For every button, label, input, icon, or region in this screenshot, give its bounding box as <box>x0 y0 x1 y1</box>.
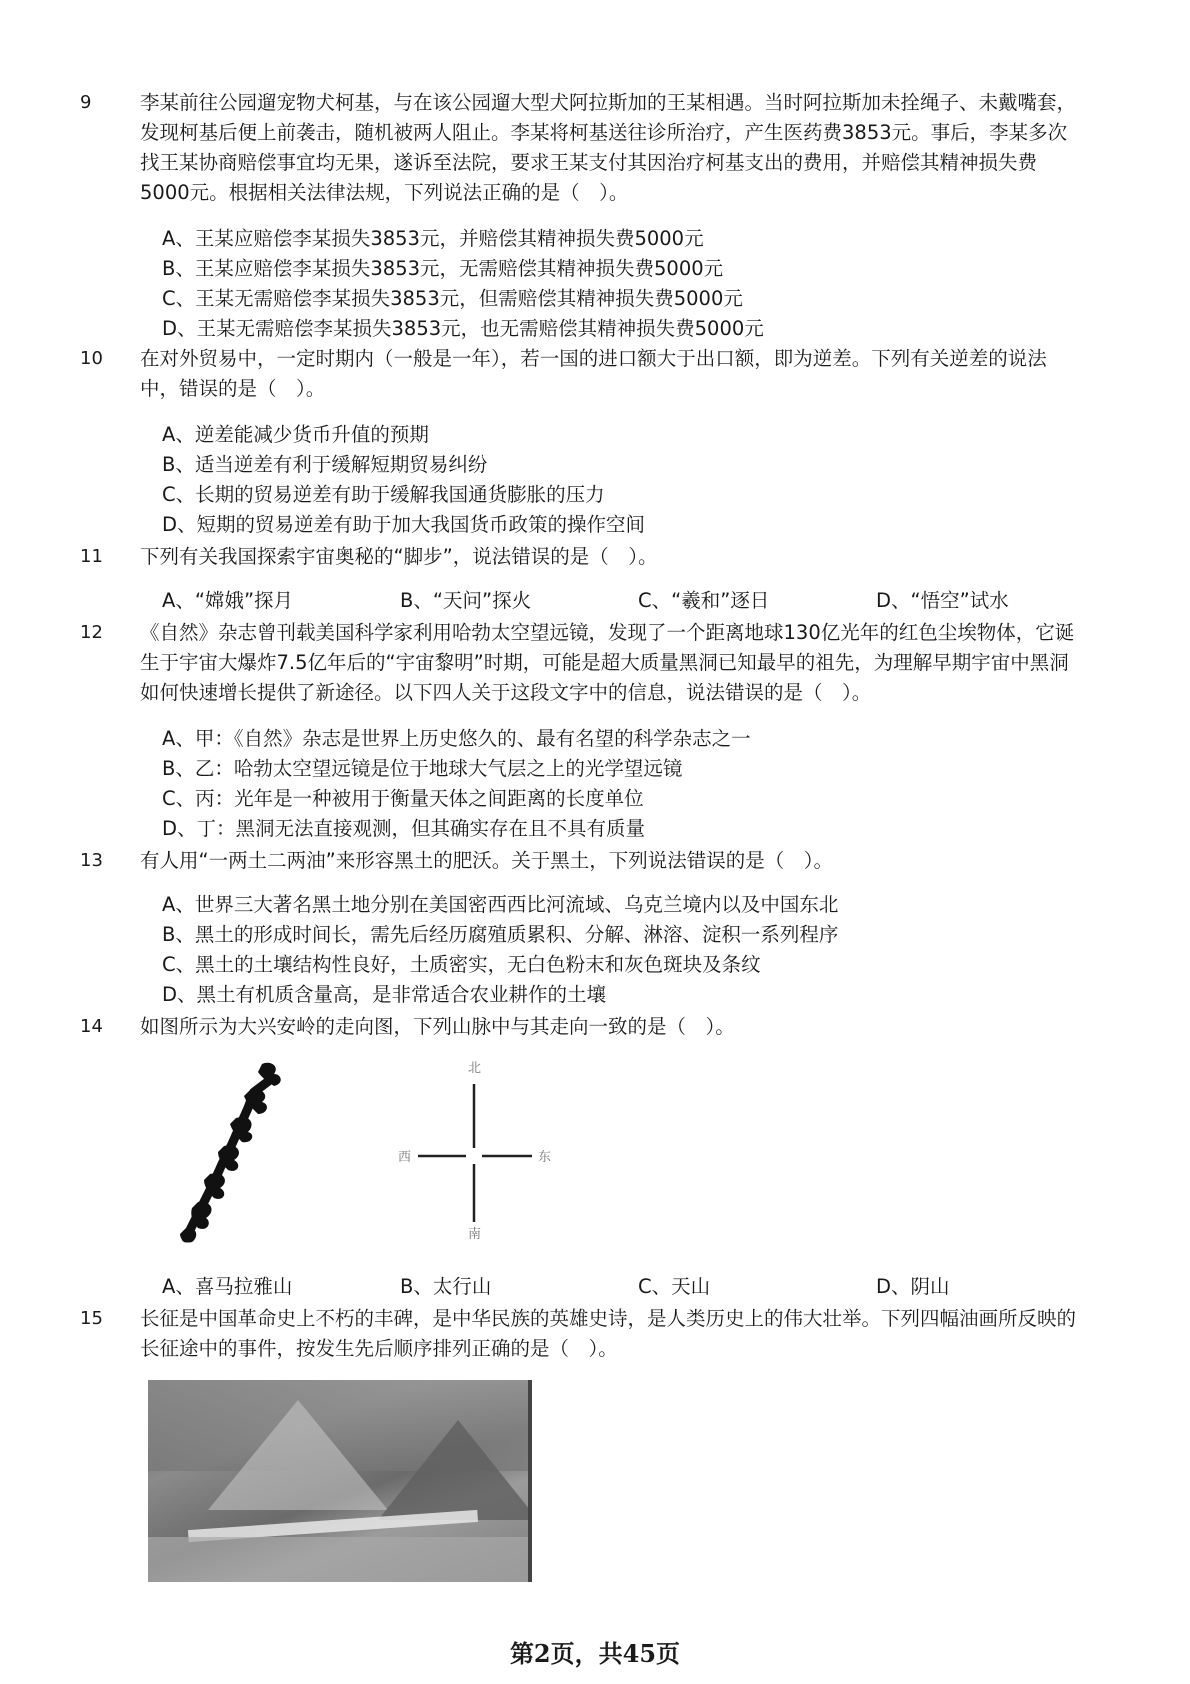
option-a[interactable]: A、甲：《自然》杂志是世界上历史悠久的、最有名望的科学杂志之一 <box>162 727 751 750</box>
option-d[interactable]: D、王某无需赔偿李某损失3853元，也无需赔偿其精神损失费5000元 <box>162 317 764 340</box>
question-text: 下列有关我国探索宇宙奥秘的“脚步”，说法错误的是（ ）。 <box>140 545 658 568</box>
option-b[interactable]: B、王某应赔偿李某损失3853元，无需赔偿其精神损失费5000元 <box>162 257 724 280</box>
question-text: 在对外贸易中，一定时期内（一般是一年），若一国的进口额大于出口额，即为逆差。下列有关逆差的说法中，错误的是（ ）。 <box>140 347 1047 400</box>
option-b[interactable]: B、黑土的形成时间长，需先后经历腐殖质累积、分解、淋溶、淀积一系列程序 <box>162 923 839 946</box>
option-b[interactable]: B、适当逆差有利于缓解短期贸易纠纷 <box>162 453 488 476</box>
option-b[interactable]: B、乙：哈勃太空望远镜是位于地球大气层之上的光学望远镜 <box>162 757 683 780</box>
painting-ground <box>148 1537 528 1582</box>
option-b[interactable]: B、“天问”探火 <box>400 589 532 612</box>
question-text: 李某前往公园遛宠物犬柯基，与在该公园遛大型犬阿拉斯加的王某相遇。当时阿拉斯加未拴绳子、未戴嘴套，发现柯基后便上前袭击，随机被两人阻止。李某将柯基送往诊所治疗，产生医药费3853元。事后，李某多次找王某协商赔偿事宜均无果，遂诉至法院，要求王某支付其因治疗柯基支出的费用，并赔偿其精神损失费5000元。根据相关法律法规，下列说法正确的是（ ）。 <box>140 91 1077 204</box>
compass-south-label: 南 <box>468 1227 482 1242</box>
option-b[interactable]: B、太行山 <box>400 1275 492 1298</box>
question-number: 13 <box>80 850 103 871</box>
option-c[interactable]: C、丙：光年是一种被用于衡量天体之间距离的长度单位 <box>162 787 644 810</box>
question-text: 有人用“一两土二两油”来形容黑土的肥沃。关于黑土，下列说法错误的是（ ）。 <box>140 849 833 872</box>
option-d[interactable]: D、丁：黑洞无法直接观测，但其确实存在且不具有质量 <box>162 817 646 840</box>
option-c[interactable]: C、“羲和”逐日 <box>638 589 770 612</box>
question-text: 如图所示为大兴安岭的走向图，下列山脉中与其走向一致的是（ ）。 <box>140 1015 735 1038</box>
mountain-ridge-mark <box>180 1063 281 1243</box>
option-a[interactable]: A、王某应赔偿李某损失3853元，并赔偿其精神损失费5000元 <box>162 227 704 250</box>
long-march-oil-painting <box>148 1380 532 1582</box>
painting-mountain <box>208 1400 388 1510</box>
option-d[interactable]: D、“悟空”试水 <box>876 589 1009 612</box>
question-number: 9 <box>80 92 92 113</box>
option-c[interactable]: C、黑土的土壤结构性良好，土质密实，无白色粉末和灰色斑块及条纹 <box>162 953 761 976</box>
question-text: 长征是中国革命史上不朽的丰碑，是中华民族的英雄史诗，是人类历史上的伟大壮举。下列四幅油画所反映的长征途中的事件，按发生先后顺序排列正确的是（ ）。 <box>140 1307 1077 1360</box>
compass-north-label: 北 <box>468 1061 482 1076</box>
option-a[interactable]: A、世界三大著名黑土地分别在美国密西西比河流域、乌克兰境内以及中国东北 <box>162 893 839 916</box>
option-c[interactable]: C、王某无需赔偿李某损失3853元，但需赔偿其精神损失费5000元 <box>162 287 743 310</box>
option-d[interactable]: D、阴山 <box>876 1275 950 1298</box>
option-a[interactable]: A、逆差能减少货币升值的预期 <box>162 423 429 446</box>
question-text: 《自然》杂志曾刊载美国科学家利用哈勃太空望远镜，发现了一个距离地球130亿光年的红色尘埃物体，它诞生于宇宙大爆炸7.5亿年后的“宇宙黎明”时期，可能是超大质量黑洞已知最早的祖先，为理解早期宇宙中黑洞如何快速增长提供了新途径。以下四人关于这段文字中的信息，说法错误的是（ ）。 <box>140 621 1075 704</box>
option-a[interactable]: A、喜马拉雅山 <box>162 1275 293 1298</box>
option-c[interactable]: C、长期的贸易逆差有助于缓解我国通货膨胀的压力 <box>162 483 605 506</box>
option-a[interactable]: A、“嫦娥”探月 <box>162 589 294 612</box>
page-footer: 第2页，共45页 <box>509 1639 681 1668</box>
option-c[interactable]: C、天山 <box>638 1275 711 1298</box>
question-number: 15 <box>80 1308 103 1329</box>
mountain-range-figure <box>170 1052 610 1252</box>
option-d[interactable]: D、黑土有机质含量高，是非常适合农业耕作的土壤 <box>162 983 607 1006</box>
painting-mountain-dark <box>378 1420 532 1520</box>
compass-west-label: 西 <box>398 1150 412 1165</box>
compass-east-label: 东 <box>538 1150 552 1165</box>
question-number: 14 <box>80 1016 103 1037</box>
compass-rose <box>398 1061 551 1242</box>
question-number: 10 <box>80 348 103 369</box>
option-d[interactable]: D、短期的贸易逆差有助于加大我国货币政策的操作空间 <box>162 513 646 536</box>
question-number: 11 <box>80 546 103 567</box>
question-number: 12 <box>80 622 103 643</box>
